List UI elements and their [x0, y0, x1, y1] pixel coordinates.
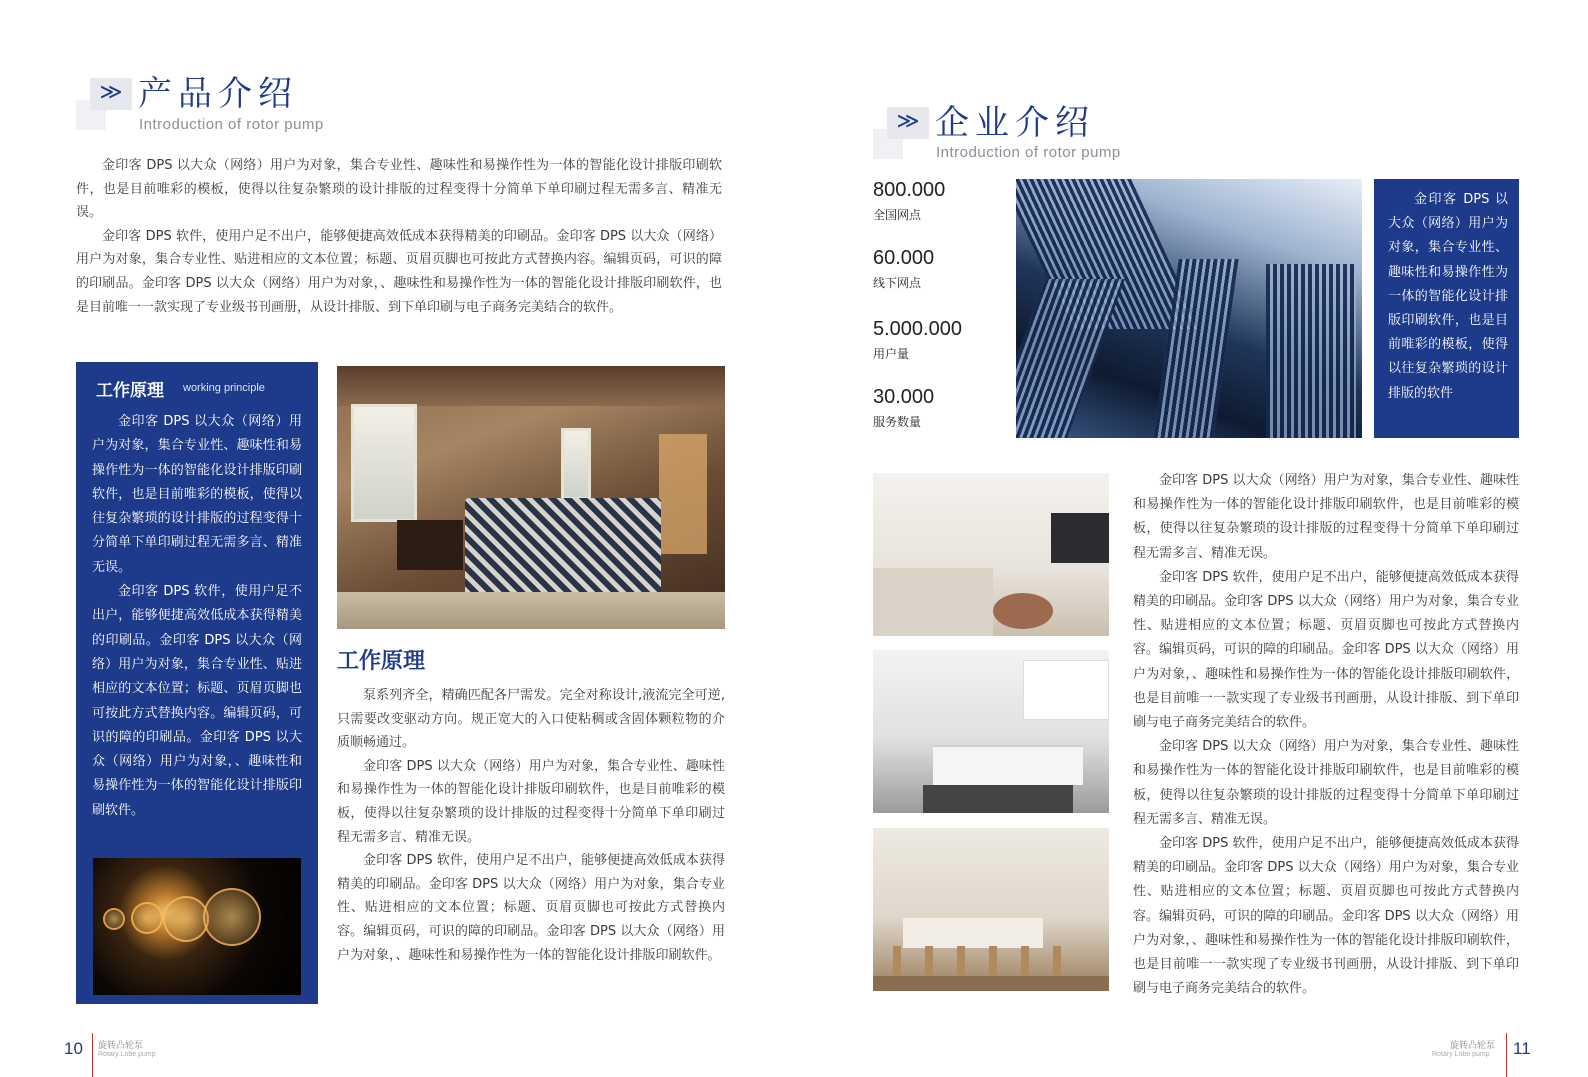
light-bulbs-image — [93, 858, 301, 995]
box-subtitle: working principle — [183, 382, 265, 394]
stat-value: 800.000 — [873, 179, 946, 201]
body-paragraph: 金印客 DPS 软件，使用户足不出户，能够便捷高效低成本获得精美的印刷品。金印客 DPS 以大众（网络）用户为对象，集合专业性、贴进相应的文本位置；标题、页眉页脚也可按此方式替换内容。编辑页码，可识的障的印刷品。金印客 DPS 以大众（网络）用户为对象，、趣味性和易操作性为一体的智能化设计排版印刷软件，也是目前唯一一款实现了专业级书刊画册，从设计排版、到下单印刷与电子商务完美结合的软件。 — [1133, 569, 1519, 731]
double-chevron-right-icon: ≫ — [887, 107, 929, 139]
page-subtitle: Introduction of rotor pump — [139, 116, 324, 133]
bed-shape — [465, 498, 661, 602]
nightstand-shape — [397, 520, 463, 570]
window-shape — [351, 404, 417, 522]
bulb-shape — [203, 888, 261, 946]
section-heading: 工作原理 — [337, 649, 426, 674]
double-chevron-right-icon: ≫ — [90, 78, 132, 110]
page-title: 企业介绍 — [935, 103, 1095, 143]
bulb-shape — [131, 902, 163, 934]
company-text — [1133, 469, 1519, 1001]
page-subtitle: Introduction of rotor pump — [936, 144, 1121, 161]
box-paragraph: 金印客 DPS 以大众（网络）用户为对象，集合专业性、趣味性和易操作性为一体的智能化设计排版印刷软件，也是目前唯彩的模板，使得以往复杂繁琐的设计排版的过程变得十分简单下单印刷过程无需多言、精准无误。 — [92, 414, 302, 575]
skyscrapers-image — [1016, 179, 1362, 438]
footer-brand-cn: 旋转凸轮泵 — [1450, 1041, 1496, 1051]
footer-brand-en: Rotary Lobe pump — [98, 1051, 156, 1058]
page-number: 11 — [1513, 1039, 1531, 1058]
page-number: 10 — [64, 1039, 83, 1058]
stat-value: 60.000 — [873, 247, 935, 269]
footer-divider — [1506, 1033, 1507, 1077]
section-paragraph: 泵系列齐全，精确匹配各尸需发。完全对称设计,液流完全可逆,只需要改变驱动方向。规正宽大的入口使粘稠或含固体颗粒物的介质顺畅通过。 — [337, 688, 725, 751]
section-paragraph: 金印客 DPS 以大众（网络）用户为对象，集合专业性、趣味性和易操作性为一体的智能化设计排版印刷软件，也是目前唯彩的模板，使得以往复杂繁琐的设计排版的过程变得十分简单下单印刷过程无需多言、精准无误。 — [337, 758, 725, 845]
work-principle-text — [337, 684, 725, 967]
bedroom-image — [337, 366, 725, 629]
box-text — [1388, 188, 1508, 406]
intro-paragraph: 金印客 DPS 以大众（网络）用户为对象，集合专业性、趣味性和易操作性为一体的智能化设计排版印刷软件，也是目前唯彩的模板，使得以往复杂繁琐的设计排版的过程变得十分简单下单印刷过程无需多言、精准无误。 — [76, 158, 722, 221]
tower-shape — [1016, 279, 1125, 438]
stools-shape — [923, 785, 1073, 813]
footer-brand-cn: 旋转凸轮泵 — [98, 1041, 144, 1051]
intro-paragraph: 金印客 DPS 软件，使用户足不出户，能够便捷高效低成本获得精美的印刷品。金印客 DPS 以大众（网络）用户为对象，集合专业性、贴进相应的文本位置；标题、页眉页脚也可按此方式替换内容。编辑页码，可识的障的印刷品。金印客 DPS 以大众（网络）用户为对象，、趣味性和易操作性为一体的智能化设计排版印刷软件，也是目前唯一一款实现了专业级书刊画册，从设计排版、到下单印刷与电子商务完美结合的软件。 — [76, 228, 722, 315]
box-title: 工作原理 — [96, 381, 164, 401]
window-shape — [561, 428, 591, 500]
tv-shape — [1051, 513, 1109, 563]
intro-text — [76, 154, 722, 319]
box-paragraph: 金印客 DPS 以大众（网络）用户为对象，集合专业性、趣味性和易操作性为一体的智能化设计排版印刷软件，也是目前唯彩的模板，使得以往复杂繁琐的设计排版的软件 — [1388, 192, 1508, 401]
footer-divider — [92, 1033, 93, 1077]
chairs-shape — [893, 946, 1063, 976]
tower-shape — [1266, 264, 1356, 438]
island-shape — [933, 745, 1083, 785]
ceiling-shape — [337, 366, 725, 406]
rug-shape — [993, 593, 1053, 629]
stat-label: 全国网点 — [873, 208, 922, 222]
box-text — [92, 410, 302, 823]
section-paragraph: 金印客 DPS 软件，使用户足不出户，能够便捷高效低成本获得精美的印刷品。金印客 DPS 以大众（网络）用户为对象，集合专业性、贴进相应的文本位置；标题、页眉页脚也可按此方式替换内容。编辑页码，可识的障的印刷品。金印客 DPS 以大众（网络）用户为对象，、趣味性和易操作性为一体的智能化设计排版印刷软件。 — [337, 853, 725, 963]
stat-value: 5.000.000 — [873, 318, 962, 340]
page-title: 产品介绍 — [138, 74, 298, 114]
cabinet-shape — [1023, 660, 1109, 720]
floor-shape — [337, 592, 725, 629]
company-summary-box — [1374, 179, 1519, 438]
box-paragraph: 金印客 DPS 软件，使用户足不出户，能够便捷高效低成本获得精美的印刷品。金印客 DPS 以大众（网络）用户为对象，集合专业性、贴进相应的文本位置；标题、页眉页脚也可按此方式替换内容。编辑页码，可识的障的印刷品。金印客 DPS 以大众（网络）用户为对象，、趣味性和易操作性为一体的智能化设计排版印刷软件。 — [92, 584, 302, 818]
footer-brand-en: Rotary Lobe pump — [1432, 1051, 1490, 1058]
stat-label: 线下网点 — [873, 276, 922, 290]
kitchen-dining-image — [873, 828, 1109, 991]
sofa-shape — [873, 568, 993, 636]
counter-shape — [903, 918, 1043, 948]
stat-label: 用户量 — [873, 347, 910, 361]
body-paragraph: 金印客 DPS 以大众（网络）用户为对象，集合专业性、趣味性和易操作性为一体的智能化设计排版印刷软件，也是目前唯彩的模板，使得以往复杂繁琐的设计排版的过程变得十分简单下单印刷过程无需多言、精准无误。 — [1133, 739, 1519, 827]
body-paragraph: 金印客 DPS 软件，使用户足不出户，能够便捷高效低成本获得精美的印刷品。金印客 DPS 以大众（网络）用户为对象，集合专业性、贴进相应的文本位置；标题、页眉页脚也可按此方式替换内容。编辑页码，可识的障的印刷品。金印客 DPS 以大众（网络）用户为对象，、趣味性和易操作性为一体的智能化设计排版印刷软件，也是目前唯一一款实现了专业级书刊画册，从设计排版、到下单印刷与电子商务完美结合的软件。 — [1133, 836, 1519, 997]
body-paragraph: 金印客 DPS 以大众（网络）用户为对象，集合专业性、趣味性和易操作性为一体的智能化设计排版印刷软件，也是目前唯彩的模板，使得以往复杂繁琐的设计排版的过程变得十分简单下单印刷过程无需多言、精准无误。 — [1133, 473, 1519, 561]
stat-label: 服务数量 — [873, 415, 922, 429]
working-principle-box — [76, 362, 318, 1004]
stat-value: 30.000 — [873, 386, 935, 408]
white-kitchen-image — [873, 650, 1109, 813]
living-room-image — [873, 473, 1109, 636]
bulb-shape — [103, 908, 125, 930]
doorway-shape — [659, 434, 707, 554]
floor-shape — [873, 976, 1109, 991]
